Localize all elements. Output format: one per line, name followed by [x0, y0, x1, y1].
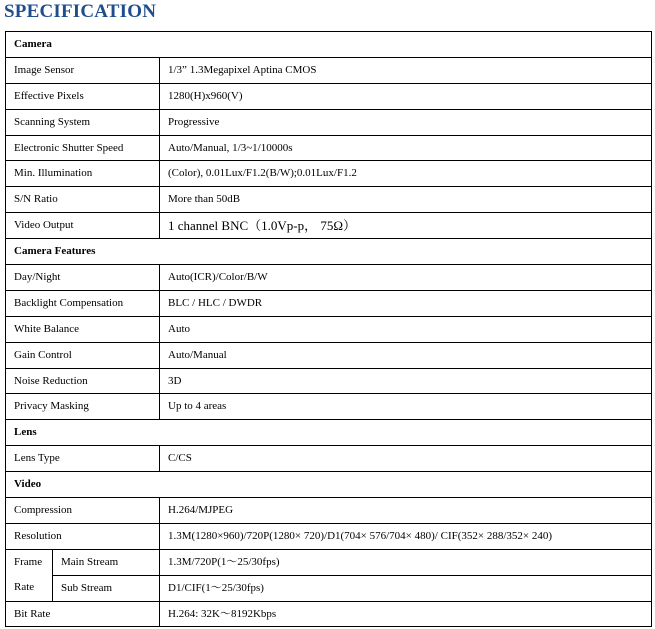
spec-label: White Balance [6, 316, 160, 342]
table-row [6, 342, 652, 368]
spec-label: Day/Night [6, 265, 160, 291]
spec-label: Gain Control [6, 342, 160, 368]
spec-label: Image Sensor [6, 57, 160, 83]
table-row [6, 394, 652, 420]
spec-value: Auto [160, 316, 652, 342]
table-row [6, 213, 652, 239]
table-row [6, 135, 652, 161]
spec-value: Up to 4 areas [160, 394, 652, 420]
table-row [6, 290, 652, 316]
spec-label: Scanning System [6, 109, 160, 135]
spec-value: 1 channel BNC（1.0Vp-p， 75Ω） [160, 213, 652, 239]
spec-value: Auto/Manual [160, 342, 652, 368]
spec-value: BLC / HLC / DWDR [160, 290, 652, 316]
spec-label: Backlight Compensation [6, 290, 160, 316]
spec-value: 1/3” 1.3Megapixel Aptina CMOS [160, 57, 652, 83]
table-row [6, 498, 652, 524]
section-title: Video [6, 472, 652, 498]
table-row [6, 109, 652, 135]
table-row [6, 83, 652, 109]
section-header-camera-features [6, 239, 652, 265]
spec-label: Electronic Shutter Speed [6, 135, 160, 161]
section-title: Lens [6, 420, 652, 446]
spec-label: Compression [6, 498, 160, 524]
spec-value: 1.3M/720P(1～25/30fps) [160, 549, 652, 575]
spec-value: H.264/MJPEG [160, 498, 652, 524]
table-row [6, 316, 652, 342]
table-row [6, 601, 652, 627]
table-row [6, 523, 652, 549]
spec-value: 1280(H)x960(V) [160, 83, 652, 109]
table-row [6, 187, 652, 213]
spec-value: More than 50dB [160, 187, 652, 213]
spec-label: Resolution [6, 523, 160, 549]
frame-rate-label [6, 549, 53, 601]
spec-value: D1/CIF(1～25/30fps) [160, 575, 652, 601]
spec-value: H.264: 32K～8192Kbps [160, 601, 652, 627]
table-row [6, 57, 652, 83]
page-title: SPECIFICATION [4, 1, 157, 22]
section-title: Camera Features [6, 239, 652, 265]
spec-sublabel: Sub Stream [53, 575, 160, 601]
spec-label: S/N Ratio [6, 187, 160, 213]
spec-label: Lens Type [6, 446, 160, 472]
spec-sublabel: Main Stream [53, 549, 160, 575]
spec-value: 1.3M(1280×960)/720P(1280× 720)/D1(704× 576/704× 480)/ CIF(352× 288/352× 240) [160, 523, 652, 549]
spec-value: 3D [160, 368, 652, 394]
spec-value: Auto/Manual, 1/3~1/10000s [160, 135, 652, 161]
section-header-camera [6, 32, 652, 58]
table-row [6, 368, 652, 394]
table-row [6, 446, 652, 472]
table-row [6, 265, 652, 291]
table-row [6, 575, 652, 601]
spec-value: Progressive [160, 109, 652, 135]
frame-rate-label-line1: Frame [14, 556, 43, 569]
spec-value: (Color), 0.01Lux/F1.2(B/W);0.01Lux/F1.2 [160, 161, 652, 187]
spec-label: Min. Illumination [6, 161, 160, 187]
section-header-video [6, 472, 652, 498]
spec-value: C/CS [160, 446, 652, 472]
section-header-lens [6, 420, 652, 446]
spec-label: Privacy Masking [6, 394, 160, 420]
section-title: Camera [6, 32, 652, 58]
frame-rate-label-line2: Rate [14, 581, 35, 594]
spec-label: Bit Rate [6, 601, 160, 627]
spec-value: Auto(ICR)/Color/B/W [160, 265, 652, 291]
spec-label: Effective Pixels [6, 83, 160, 109]
table-row [6, 549, 652, 575]
specification-table [5, 31, 652, 627]
spec-label: Video Output [6, 213, 160, 239]
spec-label: Noise Reduction [6, 368, 160, 394]
table-row [6, 161, 652, 187]
